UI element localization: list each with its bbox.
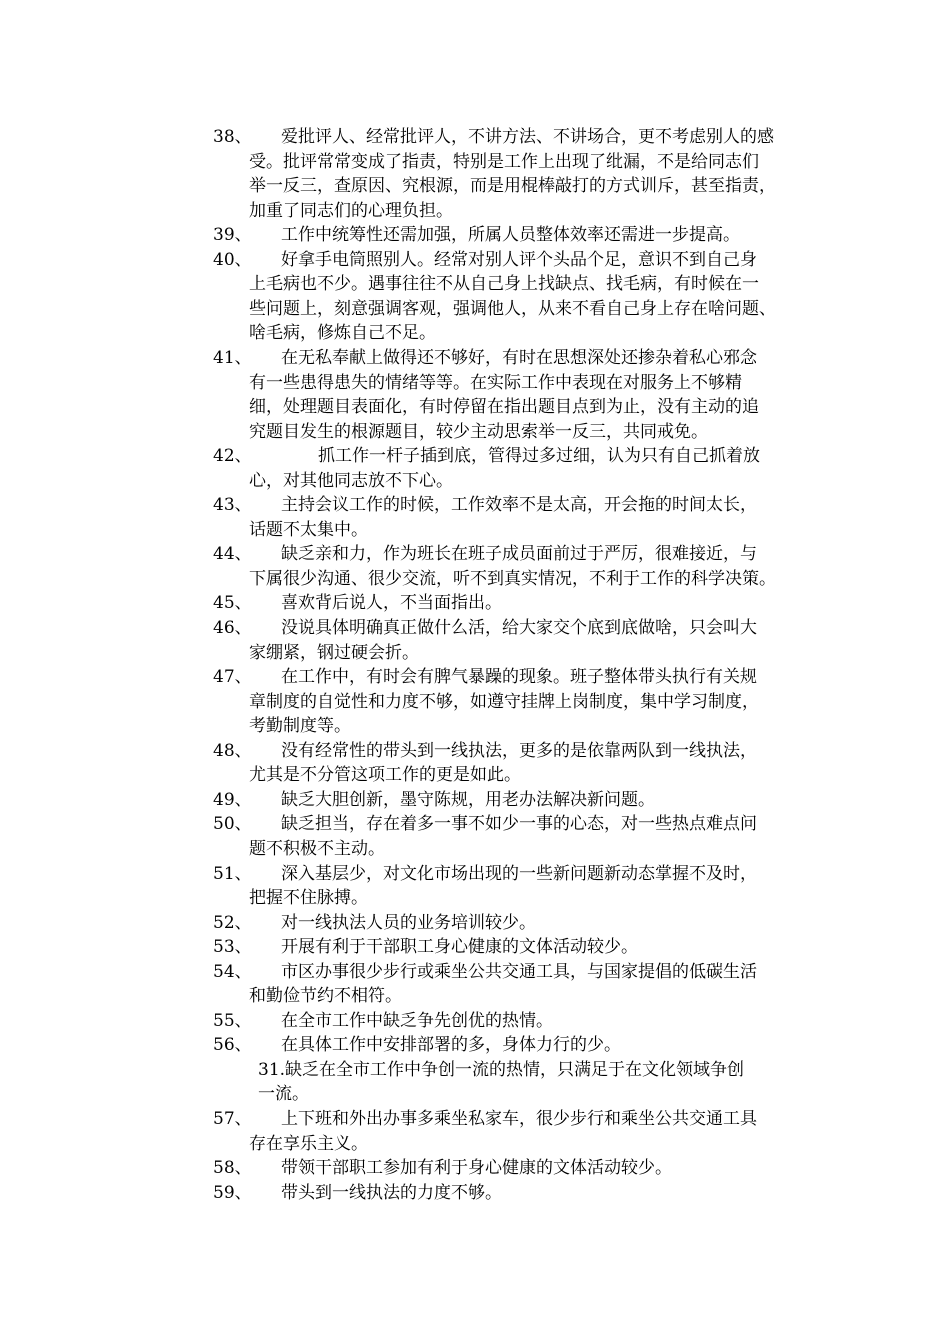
item-number: 58、 xyxy=(213,1158,252,1179)
item-text-first-line: 带头到一线执法的力度不够。 xyxy=(281,1182,502,1203)
item-text-first-line: 没有经常性的带头到一线执法，更多的是依靠两队到一线执法， xyxy=(281,740,757,761)
item-number: 40、 xyxy=(213,249,252,270)
item-text-first-line: 在全市工作中缺乏争先创优的热情。 xyxy=(281,1010,553,1031)
item-number: 38、 xyxy=(213,127,252,147)
item-text-line: 上毛病也不少。遇事往往不从自己身上找缺点、找毛病，有时候在一 xyxy=(249,274,759,295)
item-text-first-line: 抓工作一杆子插到底，管得过多过细，认为只有自己抓着放 xyxy=(318,446,760,467)
item-text-line: 啥毛病，修炼自己不足。 xyxy=(249,323,436,344)
item-text-first-line: 好拿手电筒照别人。经常对别人评个头品个足，意识不到自己身 xyxy=(281,249,757,270)
item-text-line: 尤其是不分管这项工作的更是如此。 xyxy=(249,765,521,786)
item-number: 44、 xyxy=(213,544,252,565)
item-number: 39、 xyxy=(213,225,252,246)
item-number: 59、 xyxy=(213,1182,252,1203)
item-text-line: 存在享乐主义。 xyxy=(249,1133,368,1154)
item-text-first-line: 在工作中，有时会有脾气暴躁的现象。班子整体带头执行有关规 xyxy=(281,667,757,688)
item-text-first-line: 工作中统筹性还需加强，所属人员整体效率还需进一步提高。 xyxy=(281,225,740,246)
item-text-first-line: 市区办事很少步行或乘坐公共交通工具，与国家提倡的低碳生活 xyxy=(281,961,757,982)
item-number: 47、 xyxy=(213,667,252,688)
item-text-line: 究题目发生的根源题目，较少主动思索举一反三，共同戒免。 xyxy=(249,421,708,442)
item-text-line: 细，处理题目表面化，有时停留在指出题目点到为止，没有主动的追 xyxy=(249,397,759,418)
item-number: 49、 xyxy=(213,789,252,810)
item-text-line: 加重了同志们的心理负担。 xyxy=(249,200,453,221)
item-number: 43、 xyxy=(213,495,252,516)
item-number: 50、 xyxy=(213,814,252,835)
item-number: 48、 xyxy=(213,740,252,761)
item-text-line: 话题不太集中。 xyxy=(249,519,368,540)
item-text-line: 章制度的自觉性和力度不够，如遵守挂牌上岗制度，集中学习制度， xyxy=(249,691,759,712)
item-number: 52、 xyxy=(213,912,252,933)
item-text-first-line: 没说具体明确真正做什么活，给大家交个底到底做啥，只会叫大 xyxy=(281,618,757,638)
item-text-line: 受。批评常常变成了指责，特别是工作上出现了纰漏，不是给同志们 xyxy=(249,151,759,172)
item-number: 41、 xyxy=(213,347,252,368)
item-text-line: 家绷紧，钢过硬会折。 xyxy=(249,642,419,663)
item-number: 56、 xyxy=(213,1035,252,1056)
item-number: 42、 xyxy=(213,446,252,467)
item-number: 54、 xyxy=(213,961,252,982)
item-number: 57、 xyxy=(213,1109,252,1129)
item-text-line: 心，对其他同志放不下心。 xyxy=(249,470,453,491)
item-text-first-line: 带领干部职工参加有利于身心健康的文体活动较少。 xyxy=(281,1158,672,1179)
item-text-first-line: 缺乏大胆创新，墨守陈规，用老办法解决新问题。 xyxy=(281,789,655,810)
item-number: 55、 xyxy=(213,1010,252,1031)
item-text-line: 考勤制度等。 xyxy=(249,716,351,737)
item-number: 51、 xyxy=(213,863,252,884)
item-text-first-line: 上下班和外出办事多乘坐私家车，很少步行和乘坐公共交通工具 xyxy=(281,1109,757,1129)
item-number: 46、 xyxy=(213,618,252,638)
item-text-line: 一流。 xyxy=(258,1084,309,1105)
item-text-line: 和勤俭节约不相符。 xyxy=(249,986,402,1007)
item-text-line: 下属很少沟通、很少交流，听不到真实情况，不利于工作的科学决策。 xyxy=(249,568,776,589)
item-number: 53、 xyxy=(213,937,252,958)
item-text-first-line: 开展有利于干部职工身心健康的文体活动较少。 xyxy=(281,937,638,958)
item-text-first-line: 在具体工作中安排部署的多，身体力行的少。 xyxy=(281,1035,621,1056)
item-text-line: 些问题上，刻意强调客观，强调他人，从来不看自己身上存在啥问题、 xyxy=(249,298,776,319)
item-text-first-line: 喜欢背后说人，不当面指出。 xyxy=(281,593,502,614)
item-number: 45、 xyxy=(213,593,252,614)
item-text-line: 有一些患得患失的情绪等等。在实际工作中表现在对服务上不够精 xyxy=(249,372,742,393)
item-text-first-line: 在无私奉献上做得还不够好，有时在思想深处还掺杂着私心邪念 xyxy=(281,347,757,368)
item-text-line: 把握不住脉搏。 xyxy=(249,888,368,909)
item-text-first-line: 缺乏担当，存在着多一事不如少一事的心态，对一些热点难点问 xyxy=(281,814,757,835)
item-text-first-line: 对一线执法人员的业务培训较少。 xyxy=(281,912,536,933)
item-text-line: 题不积极不主动。 xyxy=(249,838,385,859)
item-text-line: 举一反三，查原因、究根源，而是用棍棒敲打的方式训斥，甚至指责， xyxy=(249,176,776,197)
item-text-first-line: 主持会议工作的时候，工作效率不是太高，开会拖的时间太长， xyxy=(281,495,757,516)
item-text-first-line: 31.缺乏在全市工作中争创一流的热情，只满足于在文化领域争创 xyxy=(258,1059,745,1080)
item-text-first-line: 爱批评人、经常批评人，不讲方法、不讲场合，更不考虑别人的感 xyxy=(281,127,774,147)
item-text-first-line: 深入基层少，对文化市场出现的一些新问题新动态掌握不及时， xyxy=(281,863,757,884)
item-text-first-line: 缺乏亲和力，作为班长在班子成员面前过于严厉，很难接近，与 xyxy=(281,544,757,565)
